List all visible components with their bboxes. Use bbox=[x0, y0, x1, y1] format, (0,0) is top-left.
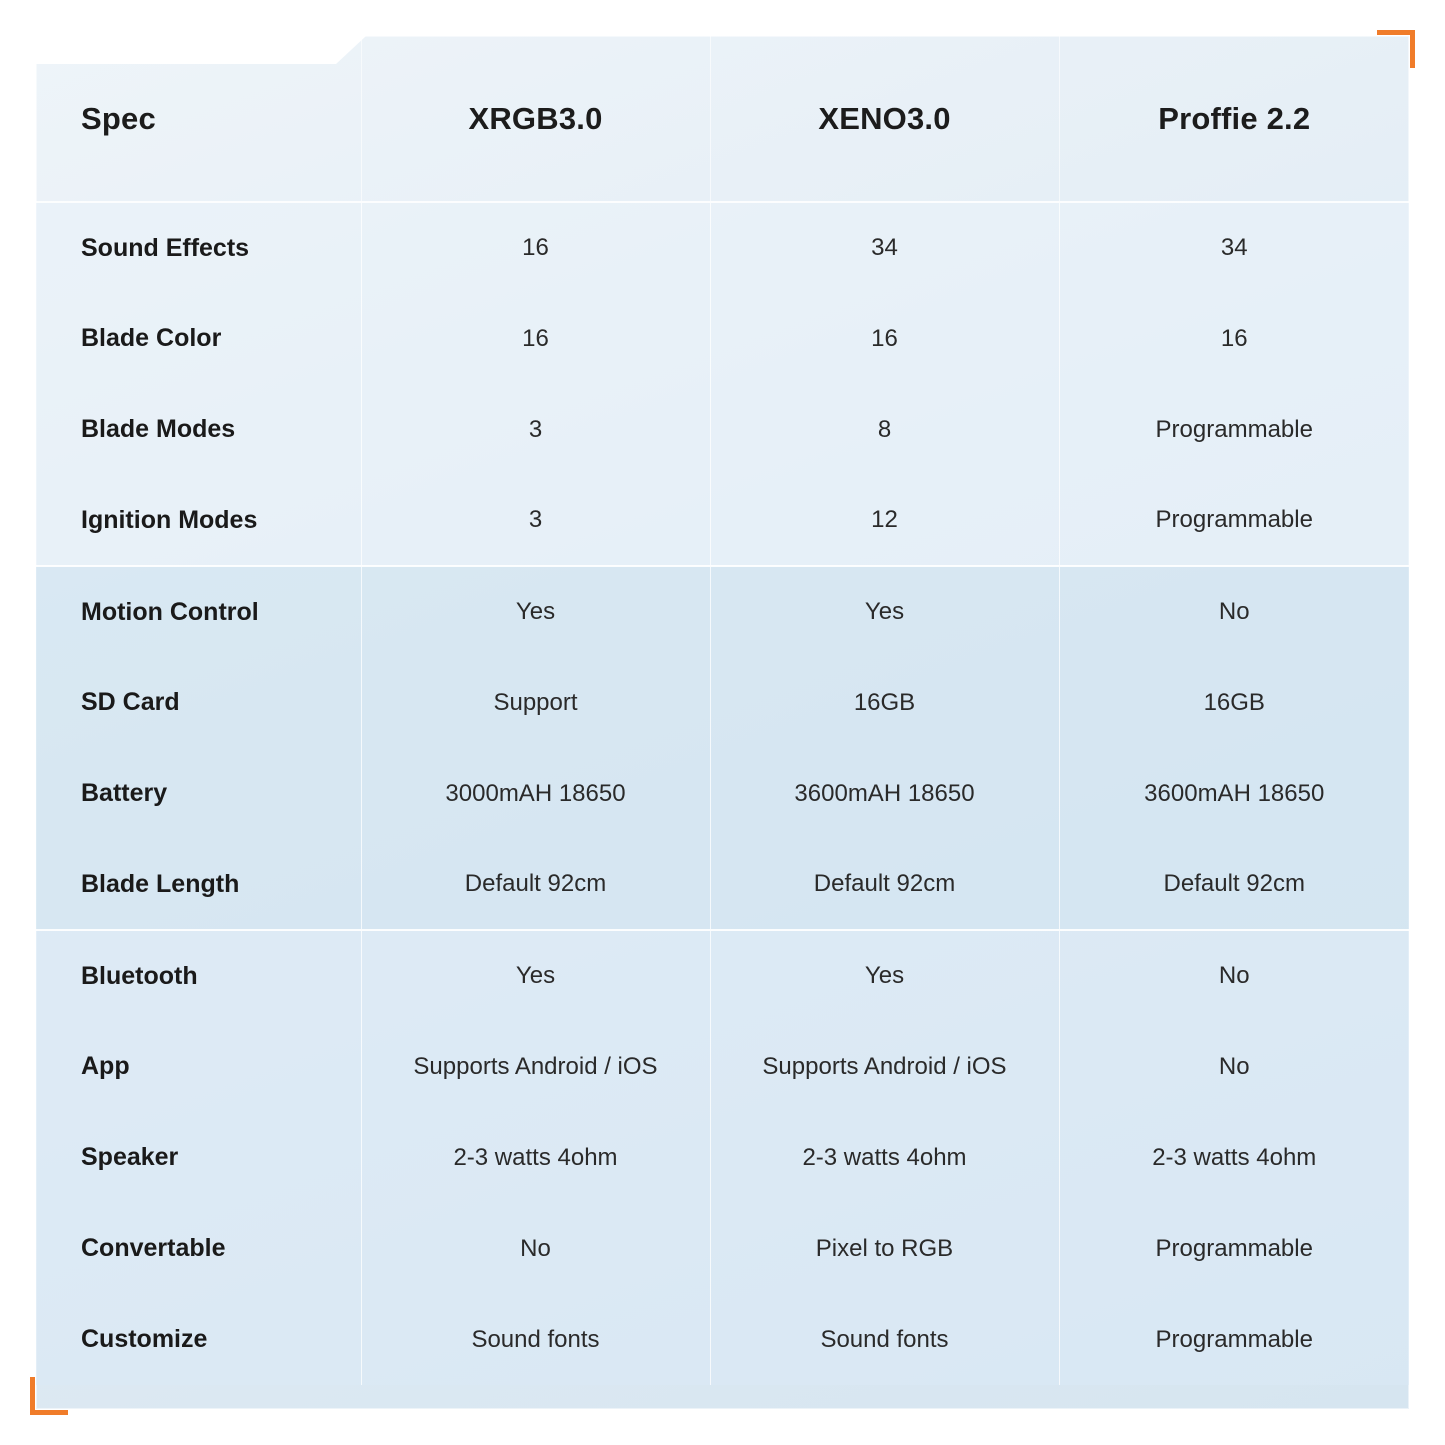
row-value: Default 92cm bbox=[361, 839, 710, 930]
row-value: Programmable bbox=[1059, 475, 1409, 566]
row-value: No bbox=[1059, 930, 1409, 1021]
row-value: 16GB bbox=[710, 657, 1059, 748]
table-row bbox=[36, 384, 1409, 475]
table-row bbox=[36, 475, 1409, 566]
table-row bbox=[36, 930, 1409, 1021]
row-value: 12 bbox=[710, 475, 1059, 566]
row-value: 2-3 watts 4ohm bbox=[1059, 1112, 1409, 1203]
row-label: SD Card bbox=[36, 657, 361, 748]
row-value: No bbox=[1059, 566, 1409, 657]
row-label: Convertable bbox=[36, 1203, 361, 1294]
table-row bbox=[36, 748, 1409, 839]
row-value: 3600mAH 18650 bbox=[1059, 748, 1409, 839]
row-value: Programmable bbox=[1059, 1203, 1409, 1294]
row-label: Bluetooth bbox=[36, 930, 361, 1021]
table-row bbox=[36, 1294, 1409, 1385]
table-row bbox=[36, 1203, 1409, 1294]
row-label: Ignition Modes bbox=[36, 475, 361, 566]
row-value: Programmable bbox=[1059, 1294, 1409, 1385]
header-row bbox=[36, 36, 1409, 202]
row-value: 2-3 watts 4ohm bbox=[710, 1112, 1059, 1203]
row-value: Yes bbox=[361, 930, 710, 1021]
row-value: No bbox=[1059, 1021, 1409, 1112]
row-label: Blade Length bbox=[36, 839, 361, 930]
table-row bbox=[36, 566, 1409, 657]
row-value: 8 bbox=[710, 384, 1059, 475]
table-row bbox=[36, 839, 1409, 930]
row-value: 16GB bbox=[1059, 657, 1409, 748]
row-value: Yes bbox=[361, 566, 710, 657]
row-value: Supports Android / iOS bbox=[361, 1021, 710, 1112]
row-label: Customize bbox=[36, 1294, 361, 1385]
header-column-1: XRGB3.0 bbox=[361, 36, 710, 202]
row-value: No bbox=[361, 1203, 710, 1294]
row-value: Sound fonts bbox=[710, 1294, 1059, 1385]
row-label: Sound Effects bbox=[36, 202, 361, 293]
row-label: Blade Color bbox=[36, 293, 361, 384]
row-label: Battery bbox=[36, 748, 361, 839]
table-row bbox=[36, 293, 1409, 384]
row-value: 34 bbox=[710, 202, 1059, 293]
row-value: Sound fonts bbox=[361, 1294, 710, 1385]
row-label: Blade Modes bbox=[36, 384, 361, 475]
row-label: App bbox=[36, 1021, 361, 1112]
row-value: 16 bbox=[710, 293, 1059, 384]
table-row bbox=[36, 657, 1409, 748]
table-row bbox=[36, 1112, 1409, 1203]
row-value: 3 bbox=[361, 384, 710, 475]
row-value: Default 92cm bbox=[710, 839, 1059, 930]
row-value: 3000mAH 18650 bbox=[361, 748, 710, 839]
row-value: Supports Android / iOS bbox=[710, 1021, 1059, 1112]
row-value: Yes bbox=[710, 566, 1059, 657]
table-header bbox=[36, 36, 1409, 202]
row-value: 2-3 watts 4ohm bbox=[361, 1112, 710, 1203]
row-value: Programmable bbox=[1059, 384, 1409, 475]
table-row bbox=[36, 202, 1409, 293]
row-value: 34 bbox=[1059, 202, 1409, 293]
header-spec: Spec bbox=[36, 36, 361, 202]
table-body bbox=[36, 202, 1409, 1385]
row-value: 16 bbox=[361, 202, 710, 293]
row-value: Support bbox=[361, 657, 710, 748]
row-value: 3600mAH 18650 bbox=[710, 748, 1059, 839]
row-value: Default 92cm bbox=[1059, 839, 1409, 930]
header-column-3: Proffie 2.2 bbox=[1059, 36, 1409, 202]
row-value: Pixel to RGB bbox=[710, 1203, 1059, 1294]
row-value: 3 bbox=[361, 475, 710, 566]
row-value: Yes bbox=[710, 930, 1059, 1021]
spec-comparison-table bbox=[36, 36, 1409, 1385]
row-label: Motion Control bbox=[36, 566, 361, 657]
row-value: 16 bbox=[1059, 293, 1409, 384]
row-label: Speaker bbox=[36, 1112, 361, 1203]
header-column-2: XENO3.0 bbox=[710, 36, 1059, 202]
row-value: 16 bbox=[361, 293, 710, 384]
table-row bbox=[36, 1021, 1409, 1112]
